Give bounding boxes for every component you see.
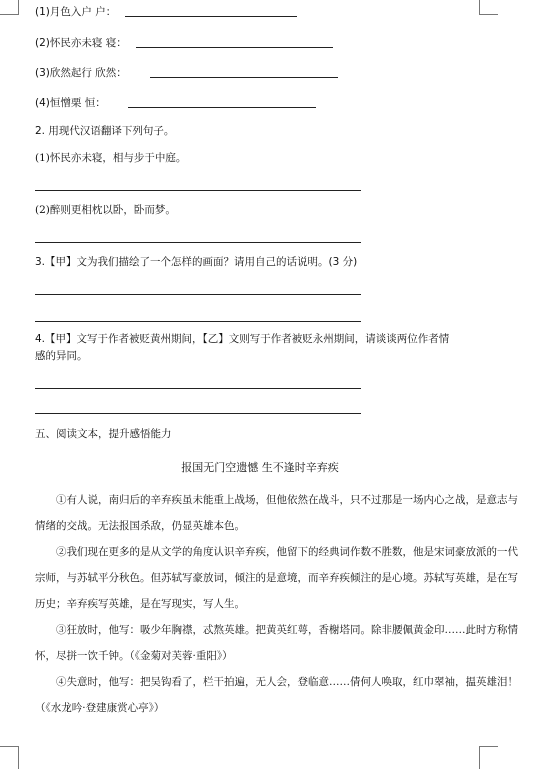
passage-body (35, 487, 520, 721)
passage-paragraph-4: ④失意时，他写：把吴钩看了，栏干拍遍，无人会，登临意……倩何人唤取，红巾翠袖，揾英雄泪！（《水龙吟·登建康赏心亭》） (35, 676, 518, 714)
q4-prompt-line-2: 感的异同。 (35, 350, 88, 362)
q1-item-3-blank[interactable] (150, 77, 338, 78)
q1-item-2: (2)怀民亦未寝 寝： (35, 37, 127, 49)
q3-answer-line-1[interactable] (35, 294, 361, 295)
crop-mark-bottom-right (479, 746, 498, 769)
q3-prompt: 3.【甲】文为我们描绘了一个怎样的画面？请用自己的话说明。(3 分) (35, 256, 358, 268)
q1-item-2-blank[interactable] (136, 47, 333, 48)
crop-mark-top-left (0, 0, 19, 15)
q2-prompt: 2. 用现代汉语翻译下列句子。 (35, 125, 175, 137)
section-heading: 五、阅读文本，提升感悟能力 (35, 428, 172, 440)
q4-answer-line-1[interactable] (35, 388, 361, 389)
q2-sentence-1: (1)怀民亦未寝，相与步于中庭。 (35, 152, 187, 164)
crop-mark-top-right (479, 0, 498, 15)
passage-paragraph-2: ②我们现在更多的是从文学的角度认识辛弃疾，他留下的经典词作数不胜数，他是宋词豪放派的一代宗师，与苏轼平分秋色。但苏轼写豪放词，倾注的是意境，而辛弃疾倾注的是心境。苏轼写英雄，是在写历史；辛弃疾写英雄，是在写现实，写人生。 (35, 546, 518, 610)
passage-paragraph-3: ③狂放时，他写：吸少年胸襟，忒熬英雄。把黄英红萼，香榭塔同。除非腰佩黄金印……此时方称情怀，尽拼一饮千钟。（《金菊对芙蓉·重阳》） (35, 624, 518, 662)
q4-answer-line-2[interactable] (35, 413, 361, 414)
passage-paragraph-1: ①有人说，南归后的辛弃疾虽未能重上战场，但他依然在战斗，只不过那是一场内心之战，是意志与情绪的交战。无法报国杀敌，仍显英雄本色。 (35, 494, 518, 532)
q1-item-1-blank[interactable] (125, 16, 297, 17)
q1-item-3: (3)欣然起行 欣然： (35, 67, 127, 79)
q2-sentence-2: (2)醉则更相枕以卧，卧而梦。 (35, 204, 176, 216)
crop-mark-bottom-left (0, 746, 19, 769)
q1-item-1: (1)月色入户 户： (35, 6, 117, 18)
q2-answer-line-2[interactable] (35, 242, 361, 243)
q1-item-4-blank[interactable] (128, 107, 316, 108)
passage-title: 报国无门空遗憾 生不逢时辛弃疾 (181, 461, 339, 474)
q1-item-4: (4)恒憎栗 恒： (35, 97, 106, 109)
q3-answer-line-2[interactable] (35, 321, 361, 322)
q4-prompt-line-1: 4.【甲】文写于作者被贬黄州期间，【乙】文则写于作者被贬永州期间，请谈谈两位作者情 (35, 333, 450, 345)
q2-answer-line-1[interactable] (35, 190, 361, 191)
